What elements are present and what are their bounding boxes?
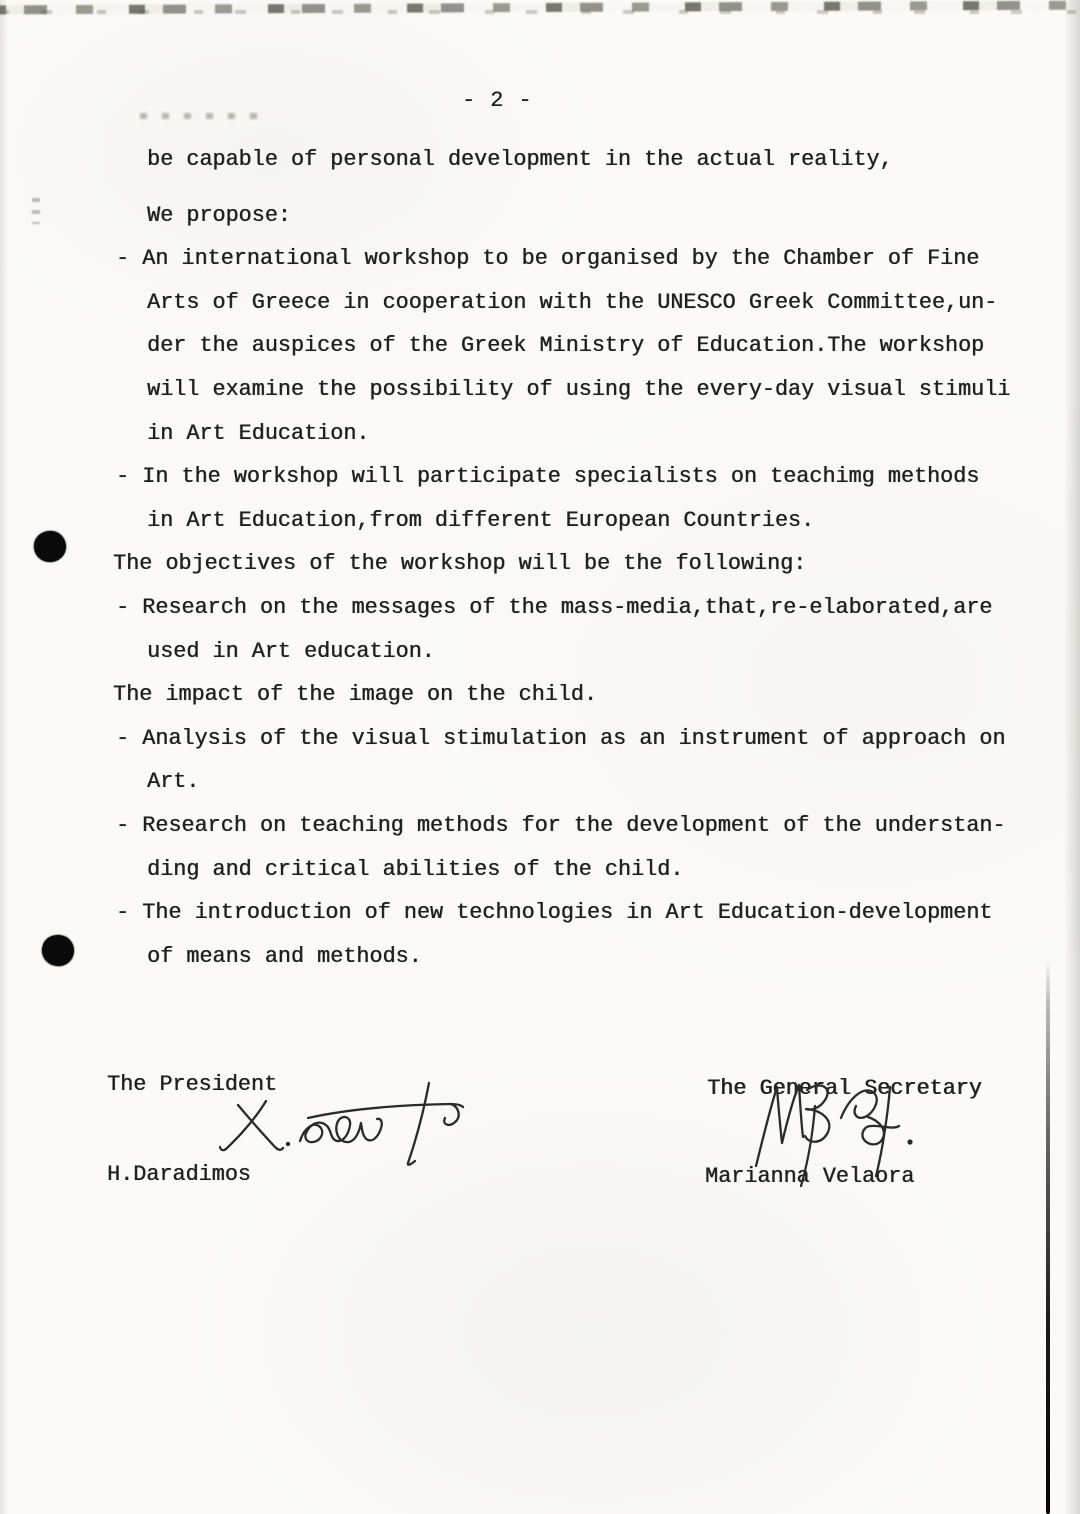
- signature-stroke: [408, 1083, 429, 1165]
- scan-noise-band-secondary: [0, 10, 1080, 14]
- signature-stroke: [841, 1090, 877, 1118]
- text-line: We propose:: [147, 202, 291, 228]
- text-line: in Art Education.: [147, 420, 370, 446]
- signature-stroke: [801, 1106, 815, 1186]
- president-name: H.Daradimos: [107, 1162, 251, 1187]
- text-line: used in Art education.: [147, 638, 435, 664]
- general-secretary-name: Marianna Velaora: [705, 1164, 915, 1189]
- president-title: The President: [107, 1072, 278, 1097]
- text-line: will examine the possibility of using the every-day visual stimuli: [147, 376, 1011, 402]
- hole-punch-mark: [39, 931, 78, 969]
- text-line: The impact of the image on the child.: [113, 682, 597, 708]
- scan-smudge: [32, 198, 40, 224]
- text-line: The objectives of the workshop will be the following:: [113, 551, 807, 577]
- text-line: - Research on the messages of the mass-media,that,re-elaborated,are: [116, 594, 993, 620]
- text-line: in Art Education,from different European Countries.: [147, 507, 815, 533]
- signature-stroke: [308, 1104, 463, 1118]
- text-line: Arts of Greece in cooperation with the UNESCO Greek Committee,un-: [147, 289, 998, 315]
- text-line: of means and methods.: [147, 943, 422, 969]
- text-line: Art.: [147, 769, 200, 795]
- signature-block: [0, 1058, 1080, 1238]
- hole-punch-mark: [34, 531, 66, 562]
- scan-smudge: [140, 113, 270, 119]
- page-edge-shadow-left: [0, 0, 8, 1514]
- general-secretary-signature: [740, 1076, 952, 1194]
- signature-stroke: [286, 1142, 290, 1146]
- president-signature: [212, 1078, 484, 1174]
- text-line: - Research on teaching methods for the development of the understan-: [116, 812, 1006, 838]
- signature-stroke: [444, 1104, 459, 1125]
- text-line: - In the workshop will participate specialists on teachimg methods: [116, 464, 980, 490]
- scan-edge-line: [1046, 960, 1050, 1514]
- page-edge-shadow: [1064, 0, 1080, 1514]
- document-body: [113, 138, 1053, 978]
- signature-stroke: [756, 1085, 803, 1166]
- text-line: ding and critical abilities of the child.: [147, 856, 684, 882]
- text-line: - The introduction of new technologies in Art Education-development: [116, 900, 993, 926]
- text-line: be capable of personal development in the actual reality,: [147, 147, 893, 172]
- signature-stroke: [805, 1085, 829, 1141]
- text-line: der the auspices of the Greek Ministry of Education.The workshop: [147, 333, 985, 359]
- signature-stroke: [907, 1139, 912, 1144]
- text-line: - Analysis of the visual stimulation as an instrument of approach on: [116, 725, 1006, 751]
- signature-stroke: [300, 1117, 382, 1142]
- text-line: - An international workshop to be organised by the Chamber of Fine: [116, 246, 980, 272]
- page-number: - 2 -: [462, 88, 533, 113]
- general-secretary-title: The General Secretary: [707, 1076, 982, 1101]
- signature-stroke: [862, 1117, 899, 1144]
- signature-stroke: [238, 1105, 283, 1150]
- signature-stroke: [220, 1101, 266, 1150]
